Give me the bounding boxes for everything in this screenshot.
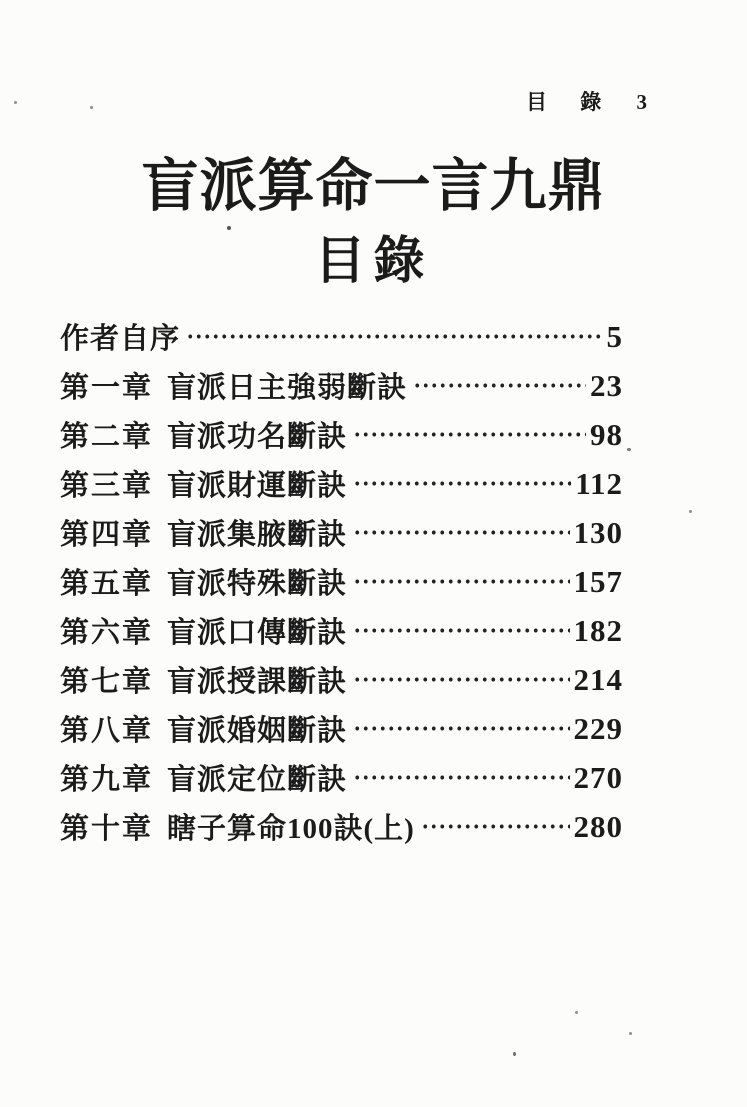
toc-chapter-label: 第十章	[60, 813, 154, 845]
toc-section-title: 目錄	[314, 234, 433, 290]
toc-entry-title: 盲派口傳斷訣	[167, 617, 348, 649]
toc-entry-title: 作者自序	[60, 323, 181, 355]
dot-leader	[413, 361, 586, 410]
scan-artifact	[227, 226, 231, 230]
toc-page-number: 5	[606, 318, 623, 354]
scan-artifact	[575, 1011, 578, 1014]
toc-entry-title: 盲派日主強弱斷訣	[167, 372, 408, 404]
toc-entry	[60, 655, 623, 704]
scan-artifact	[90, 106, 93, 109]
toc-chapter-label: 第二章	[60, 421, 154, 453]
dot-leader	[353, 557, 569, 606]
dot-leader	[353, 606, 569, 655]
running-header	[0, 86, 647, 116]
dot-leader	[186, 312, 602, 361]
dot-leader	[353, 655, 569, 704]
toc-page-number: 182	[573, 612, 623, 648]
toc-page-number: 23	[590, 367, 623, 403]
toc-entry	[60, 802, 623, 851]
toc-entry	[60, 606, 623, 655]
dot-leader	[353, 410, 586, 459]
dot-leader	[353, 459, 571, 508]
toc-chapter-label: 第五章	[60, 568, 154, 600]
toc-entry-title: 盲派集腋斷訣	[167, 519, 348, 551]
toc-list	[60, 312, 623, 851]
toc-entry-title: 盲派婚姻斷訣	[167, 715, 348, 747]
scan-artifact	[627, 448, 631, 451]
dot-leader	[353, 704, 569, 753]
toc-entry	[60, 704, 623, 753]
toc-page-number: 229	[573, 710, 623, 746]
dot-leader	[421, 802, 570, 851]
dot-leader	[353, 508, 569, 557]
toc-entry	[60, 459, 623, 508]
toc-page-number: 98	[590, 416, 623, 452]
toc-page-number: 130	[573, 514, 623, 550]
dot-leader	[353, 753, 569, 802]
toc-chapter-label: 第三章	[60, 470, 154, 502]
toc-entry-title: 盲派特殊斷訣	[167, 568, 348, 600]
toc-entry	[60, 312, 623, 361]
running-header-title: 目 錄	[526, 90, 616, 114]
scan-artifact	[14, 101, 17, 104]
toc-entry	[60, 508, 623, 557]
toc-chapter-label: 第七章	[60, 666, 154, 698]
book-title: 盲派算命一言九鼎	[141, 155, 606, 218]
scan-artifact	[513, 1052, 516, 1056]
toc-chapter-label: 第八章	[60, 715, 154, 747]
toc-entry-title: 盲派定位斷訣	[167, 764, 348, 796]
toc-chapter-label: 第六章	[60, 617, 154, 649]
scan-artifact	[629, 1032, 632, 1035]
toc-chapter-label: 第四章	[60, 519, 154, 551]
toc-entry-title: 盲派財運斷訣	[167, 470, 348, 502]
running-header-page-number: 3	[636, 90, 647, 114]
toc-entry	[60, 410, 623, 459]
toc-page-number: 112	[575, 465, 623, 501]
scan-artifact	[689, 510, 692, 513]
toc-chapter-label: 第一章	[60, 372, 154, 404]
toc-entry-title: 盲派授課斷訣	[167, 666, 348, 698]
toc-entry	[60, 361, 623, 410]
toc-page-number: 270	[573, 759, 623, 795]
toc-entry-title: 盲派功名斷訣	[167, 421, 348, 453]
toc-entry-title: 瞎子算命100訣(上)	[167, 813, 415, 845]
toc-page-number: 157	[573, 563, 623, 599]
toc-entry	[60, 753, 623, 802]
toc-chapter-label: 第九章	[60, 764, 154, 796]
toc-page-number: 214	[573, 661, 623, 697]
toc-entry	[60, 557, 623, 606]
toc-page-number: 280	[573, 808, 623, 844]
